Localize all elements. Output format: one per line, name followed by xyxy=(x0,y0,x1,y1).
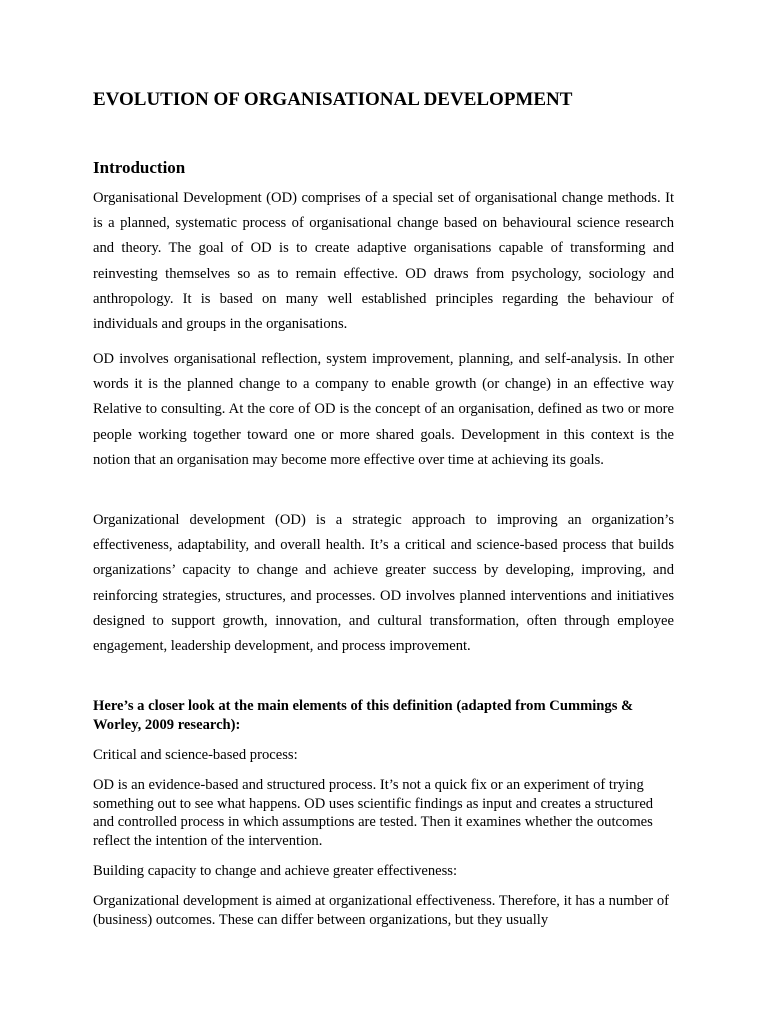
closer-look-heading: Here’s a closer look at the main elements of this definition (adapted from Cummings & Worley, 2009 research): xyxy=(93,698,634,733)
intro-paragraph-2: OD involves organisational reflection, system improvement, planning, and self-analysis. In other words it is the planned change to a company to enable growth (or change) in an effective way Relative to consulting. At the core of OD is the concept of an organisation, defined as two or more people working together toward one or more shared goals. Development in this context is the notion that an organisation may become more effective over time at achieving its goals. xyxy=(93,351,674,468)
intro-paragraph-3: Organizational development (OD) is a strategic approach to improving an organization’s effectiveness, adaptability, and overall health. It’s a critical and science-based process that builds organizations’ capacity to change and achieve greater success by developing, improving, and reinforcing strategies, structures, and processes. OD involves planned interventions and initiatives designed to support growth, innovation, and cultural transformation, often through employee engagement, leadership development, and process improvement. xyxy=(93,512,674,655)
paragraph-effectiveness: Organizational development is aimed at organizational effectiveness. Therefore, it has a number of (business) outcomes. These can differ between organizations, but they usually xyxy=(93,893,669,928)
subheading-science-based: Critical and science-based process: xyxy=(93,747,298,763)
document-title: EVOLUTION OF ORGANISATIONAL DEVELOPMENT xyxy=(93,89,573,110)
paragraph-evidence-based: OD is an evidence-based and structured process. It’s not a quick fix or an experiment of trying something out to see what happens. OD uses scientific findings as input and creates a structured and controlled process in which assumptions are tested. Then it examines whether the outcomes reflect the intention of the intervention. xyxy=(93,777,654,849)
intro-paragraph-1: Organisational Development (OD) comprises of a special set of organisational change methods. It is a planned, systematic process of organisational change based on behavioural science research and theory. The goal of OD is to create adaptive organisations capable of transforming and reinvesting themselves so as to remain effective. OD draws from psychology, sociology and anthropology. It is based on many well established principles regarding the behaviour of individuals and groups in the organisations. xyxy=(93,190,674,333)
subheading-building-capacity: Building capacity to change and achieve greater effectiveness: xyxy=(93,863,458,879)
section-heading-introduction: Introduction xyxy=(93,158,186,177)
